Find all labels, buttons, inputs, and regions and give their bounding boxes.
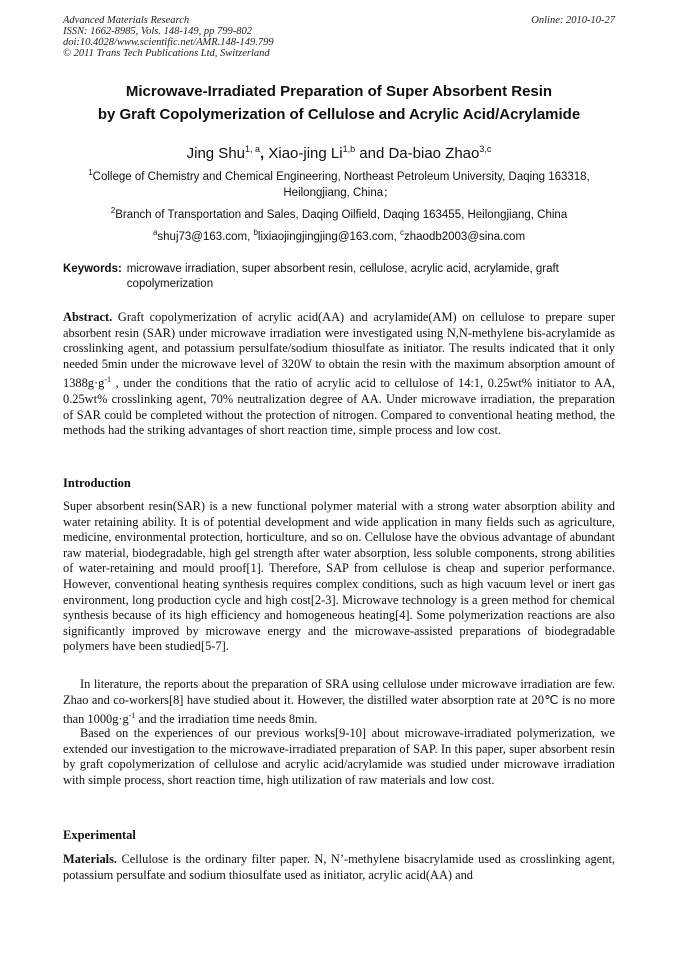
materials-label: Materials. — [63, 852, 118, 866]
author-list — [40, 140, 638, 163]
email-address[interactable]: zhaodb2003@sina.com — [404, 230, 526, 243]
email-separator: , — [393, 230, 401, 243]
author-separator: and — [355, 145, 389, 162]
online-date: Online: 2010-10-27 — [531, 15, 615, 26]
affiliation-sup: 1 — [88, 168, 93, 177]
email-address[interactable]: shuj73@163.com — [157, 230, 248, 243]
keywords-text: microwave irradiation, super absorbent resin, cellulose, acrylic acid, acrylamide, graft copolymerization — [126, 263, 559, 290]
title-line-1: Microwave-Irradiated Preparation of Super Absorbent Resin — [125, 83, 553, 100]
abstract-text-cont: , under the conditions that the ratio of acrylic acid to cellulose of 14:1, 0.25wt% initiator to AA, 0.25wt% crosslinking agent, 70% neutralization degree of AA. Under microwave irradiation, the preparation of SAR could be completed without the protection of nitrogen. Compared to conventional heating method, the methods had the striking advantages of short reaction time, simple process and low cost. — [63, 376, 615, 438]
author-name: Xiao-jing Li — [268, 145, 343, 162]
materials-text: Cellulose is the ordinary filter paper. N, N’-methylene bisacrylamide used as crosslinking agent, potassium persulfate and sodium thiosulfate used as initiator, acrylic acid(AA) and — [63, 852, 615, 882]
running-header — [63, 15, 274, 59]
author-sup: 1,b — [342, 144, 356, 154]
intro-paragraph-1: Super absorbent resin(SAR) is a new functional polymer material with a strong water absorption ability and water retaining ability. It is of potential development and wide application in many fields such as agriculture, medicine, environmental protection, horticulture, and so on. Cellulose have the obvious advantage of abundant raw material, biodegradable, high gel strength after water absorption, less soluble components, strong abilities of water-retaining and mould proof[1]. Therefore, SAP from cellulose is cheap and superior performance. However, conventional heating synthesis requires complex conditions, such as high vacuum level or inert gas environment, long production cycle and high cost[2-3]. Microwave technology is a green method for chemical synthesis because of its high efficiency and homogeneous heating[4]. Some polymerization reactions are also significantly improved by microwave energy and the microwave-assisted preparations of biodegradable polymers have been studied[5-7]. — [63, 499, 615, 654]
issn-line: ISSN: 1662-8985, Vols. 148-149, pp 799-802 — [63, 26, 252, 37]
intro-p2-sup: -1 — [128, 711, 136, 721]
intro-p2-text: In literature, the reports about the preparation of SRA using cellulose under microwave irradiation are few. Zhao and co-workers[8] have studied about it. However, the distilled water absorption rate at 20℃ is no more than 1000g·g — [63, 677, 615, 727]
author-separator: , — [260, 145, 269, 162]
section-heading-introduction: Introduction — [63, 476, 131, 490]
keywords-block — [63, 262, 615, 292]
intro-paragraph-3: Based on the experiences of our previous works[9-10] about microwave-irradiated polymerization, we extended our investigation to the microwave-irradiated preparation of SAP. In this paper, super absorbent resin by graft copolymerization of cellulose and acrylic acid/acrylamide was studied under microwave irradiation with simple process, short reaction time, high utilization of raw materials and low cost. — [63, 726, 615, 787]
keywords-label: Keywords: — [63, 263, 122, 275]
author-sup: 1, a — [245, 144, 261, 154]
email-sup: a — [152, 228, 158, 237]
affiliation-2 — [63, 203, 615, 223]
abstract-label: Abstract. — [63, 310, 113, 324]
affiliation-text: College of Chemistry and Chemical Engineering, Northeast Petroleum University, Daqing 163318, Heilongjiang, China； — [92, 170, 590, 199]
copyright-line: © 2011 Trans Tech Publications Ltd, Switzerland — [63, 48, 270, 59]
affiliation-sup: 2 — [110, 206, 116, 215]
author-name: Da-biao Zhao — [388, 145, 480, 162]
author-name: Jing Shu — [186, 145, 245, 162]
email-sup: c — [400, 228, 405, 237]
email-sup: b — [253, 228, 258, 237]
materials-paragraph — [63, 852, 615, 883]
paper-title — [40, 80, 638, 126]
intro-p2-text-cont: and the irradiation time needs 8min. — [135, 712, 318, 727]
intro-paragraph-2 — [63, 677, 615, 728]
doi-line: doi:10.4028/www.scientific.net/AMR.148-149.799 — [63, 37, 274, 48]
journal-name: Advanced Materials Research — [63, 15, 190, 26]
abstract-sup: -1 — [104, 375, 111, 385]
title-line-2: by Graft Copolymerization of Cellulose and Acrylic Acid/Acrylamide — [97, 106, 581, 123]
email-line — [63, 225, 615, 245]
abstract-text: Graft copolymerization of acrylic acid(AA) and acrylamide(AM) on cellulose to prepare super absorbent resin (SAR) under microwave irradiation were investigated using N,N-methylene bis-acrylamide as crosslinking agent, and potassium persulfate/sodium thiosulfate as initiator. The results indicated that it only needed 5min under the microwave level of 320W to obtain the resin with the maximum absorption amount of 1388g·g — [63, 310, 615, 391]
affiliation-1 — [63, 165, 615, 201]
abstract-paragraph — [63, 310, 615, 439]
section-heading-experimental: Experimental — [63, 828, 136, 842]
email-separator: , — [247, 230, 254, 243]
affiliation-text: Branch of Transportation and Sales, Daqing Oilfield, Daqing 163455, Heilongjiang, China — [115, 208, 568, 221]
email-address[interactable]: lixiaojingjingjing@163.com — [257, 230, 394, 243]
author-sup: 3,c — [479, 144, 492, 154]
